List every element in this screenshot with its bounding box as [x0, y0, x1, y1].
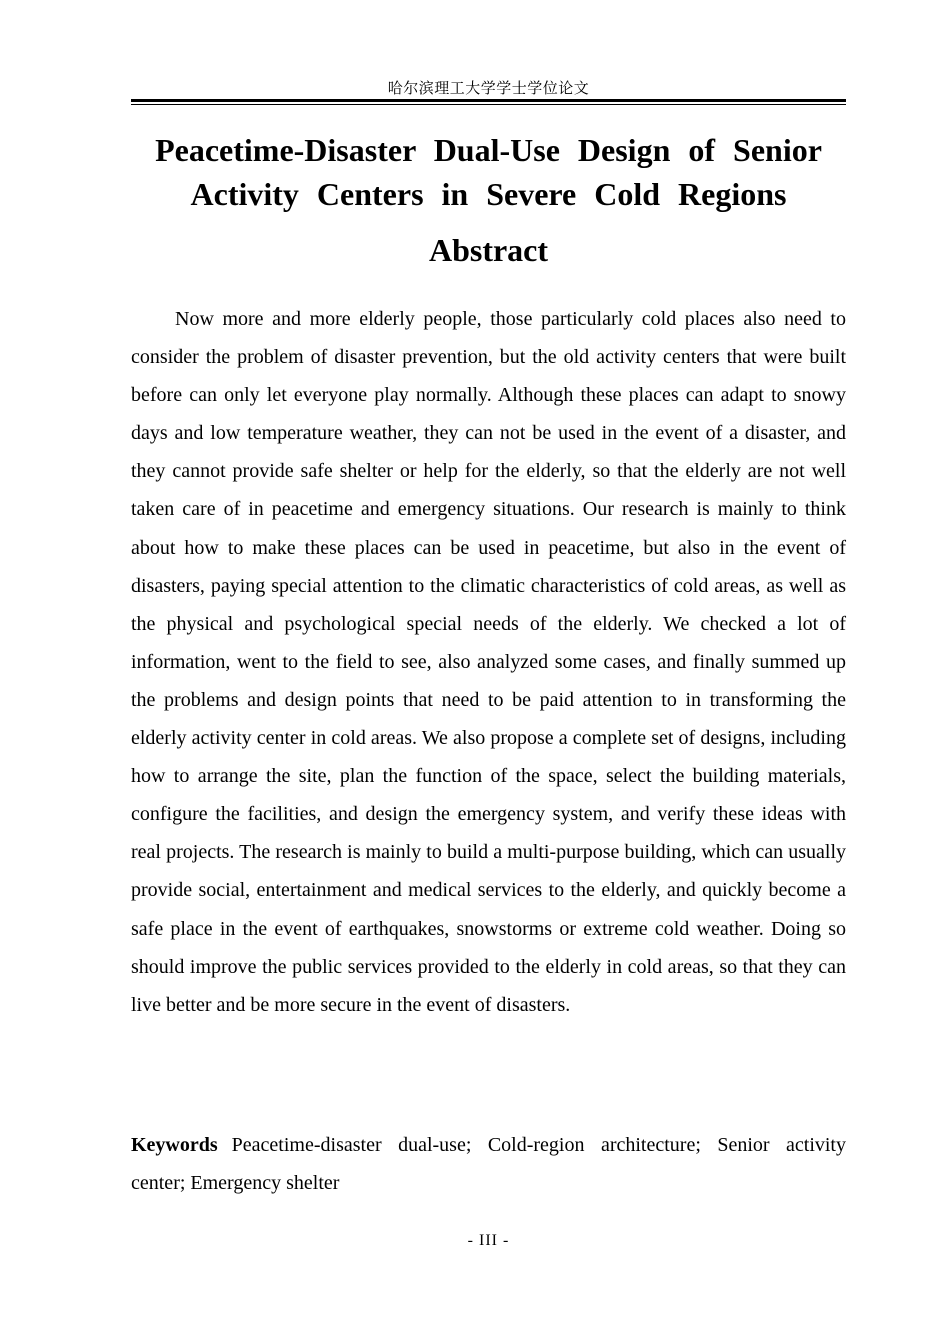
document-page: [131, 0, 846, 1342]
header-rule-thin: [131, 104, 846, 105]
keywords-paragraph: [131, 1126, 846, 1202]
abstract-paragraph: Now more and more elderly people, those particularly cold places also need to consider the problem of disaster prevention, but the old activity centers that were built before can only let everyone play normally. Although these places can adapt to snowy days and low temperature weather, they can not be used in the event of a disaster, and they cannot provide safe shelter or help for the elderly, so that the elderly are not well taken care of in peacetime and emergency situations. Our research is mainly to think about how to make these places can be used in peacetime, but also in the event of disasters, paying special attention to the climatic characteristics of cold areas, as well as the physical and psychological special needs of the elderly. We checked a lot of information, went to the field to see, also analyzed some cases, and finally summed up the problems and design points that need to be paid attention to in transforming the elderly activity center in cold areas. We also propose a complete set of designs, including how to arrange the site, plan the function of the space, select the building materials, configure the facilities, and design the emergency system, and verify these ideas with real projects. The research is mainly to build a multi-purpose building, which can usually provide social, entertainment and medical services to the elderly, and quickly become a safe place in the event of earthquakes, snowstorms or extreme cold weather. Doing so should improve the public services provided to the elderly in cold areas, so that they can live better and be more secure in the event of disasters.: [131, 308, 846, 1016]
keywords-text: Peacetime-disaster dual-use; Cold-region architecture; Senior activity center; Emergency shelter: [131, 1134, 846, 1194]
abstract-heading: Abstract: [428, 232, 549, 268]
header-rule-thick: [131, 99, 846, 102]
paper-title: Peacetime-Disaster Dual-Use Design of Senior Activity Centers in Severe Cold Regions: [155, 132, 822, 212]
page-number: - III -: [467, 1232, 510, 1249]
running-header: 哈尔滨理工大学学士学位论文: [387, 81, 590, 97]
keywords-label: Keywords: [131, 1134, 218, 1156]
